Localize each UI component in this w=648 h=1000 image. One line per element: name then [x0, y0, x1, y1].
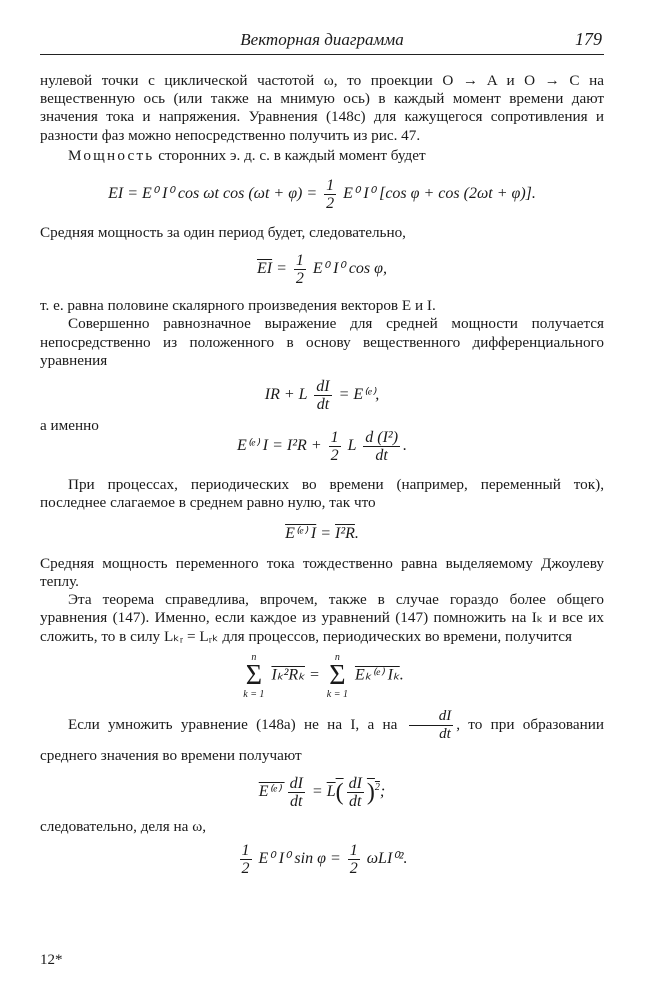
eq1-half-num: 1 — [326, 177, 335, 195]
eq6-sum-left-bottom: k = 1 — [243, 688, 265, 700]
power-lead-word: Мощность — [68, 146, 155, 164]
equation-differential — [40, 378, 604, 413]
multiply-fraction — [409, 708, 454, 743]
eq4-half-fraction — [329, 429, 341, 464]
paragraph-1: нулевой точки с циклической частотой ω, то проекции O → A и O → C на вещественную ось (или также на мнимую ось) в каждый момент времени дают значения тока и напряжения. Уравнения (148c) для кажущегося сопротивления и разности фаз можно непосредственно получить из рис. 47. — [40, 72, 604, 144]
eq3-left: IR + L — [264, 386, 308, 404]
eq3-right: = E⁽ᵉ⁾, — [338, 386, 380, 404]
paragraph-namely: а именно — [40, 417, 99, 435]
eq8-half-fraction-right — [348, 842, 360, 877]
eq1-half-fraction — [324, 177, 336, 212]
eq4-left: E⁽ᵉ⁾ I = I²R + — [236, 437, 322, 455]
eq6-right: Eₖ⁽ᵉ⁾ Iₖ — [354, 666, 400, 684]
eq7-right-group: L( $\frac{dI}{dt}$ )$^2$ — [326, 774, 380, 810]
paragraph-periodic: При процессах, периодических во времени (например, переменный ток), последнее слагаемое в среднем равно нулю, так что — [40, 476, 604, 512]
paragraph-multiply — [40, 708, 604, 769]
eq4-mid: L — [347, 437, 357, 455]
paragraph-average-power: Средняя мощность за один период будет, следовательно, — [40, 224, 406, 242]
eq7-left-fraction — [288, 775, 305, 810]
multiply-text-b: , то при образовании среднего значения во времени получают — [40, 715, 605, 764]
eq7-left-num: dI — [289, 774, 303, 792]
page-header — [40, 28, 604, 55]
eq8-half-fraction-left — [240, 842, 252, 877]
eq7-right-fraction — [347, 775, 364, 810]
eq7-left-den: dt — [290, 792, 303, 810]
power-sentence: сторонних э. д. с. в каждый момент будет — [154, 146, 426, 164]
eq4-den: dt — [375, 447, 388, 465]
eq2-half-num: 1 — [295, 252, 304, 270]
eq7-left-group — [259, 775, 308, 810]
multiply-num: dI — [409, 708, 454, 726]
eq6-left: Iₖ²Rₖ — [271, 666, 305, 684]
eq8-half-left-num: 1 — [241, 842, 250, 860]
eq2-half-fraction — [294, 252, 306, 287]
multiply-den: dt — [439, 725, 451, 742]
paragraph-equivalent: Совершенно равнозначное выражение для средней мощности получается непосредственно из положенного в основу вещественного дифференциального уравнения — [40, 315, 604, 369]
eq6-sum-right-top: n — [334, 651, 340, 663]
equation-sum: n Σ k = 1 Iₖ²Rₖ = n Σ k = 1 Eₖ⁽ᵉ⁾ Iₖ. — [243, 651, 404, 700]
signature-mark: 12* — [40, 952, 63, 968]
eq6-sum-right-bottom: k = 1 — [326, 688, 348, 700]
paragraph-theorem: Эта теорема справедлива, впрочем, также в случае гораздо более общего уравнения (147). Именно, если каждое из уравнений (147) помножить на Iₖ и все их сложить, то в силу Lₖᵣ = Lᵣₖ для процессов, периодических во времени, получится — [40, 591, 604, 645]
running-title: Векторная диаграмма — [240, 30, 404, 49]
eq3-num: dI — [316, 378, 330, 396]
eq7-right-num: dI — [348, 774, 362, 792]
eq8-left: E⁰ I⁰ sin φ = — [258, 850, 341, 868]
eq5-right: I²R — [335, 524, 355, 542]
eq8-half-right-den: 2 — [349, 860, 358, 878]
paragraph-scalar-product: т. е. равна половине скалярного произведения векторов E и I. — [40, 297, 436, 315]
page-body — [40, 72, 604, 877]
eq6-sum-left: n Σ k = 1 — [243, 651, 265, 700]
eq7-left: E⁽ᵉ⁾ — [258, 783, 281, 801]
page-number: 179 — [575, 29, 602, 49]
eq8-half-right-num: 1 — [349, 842, 358, 860]
multiply-text-a: Если умножить уравнение (148a) не на I, а на — [68, 715, 398, 733]
equation-joule: E⁽ᵉ⁾ I = I²R. — [285, 524, 359, 542]
eq1-right: E⁰ I⁰ [cos φ + cos (2ωt + φ)]. — [343, 185, 536, 203]
eq6-sum-left-top: n — [251, 651, 257, 663]
eq3-fraction — [314, 378, 331, 413]
eq1-half-den: 2 — [326, 195, 335, 213]
eq8-right: ωLI⁰². — [366, 850, 408, 868]
eq5-left: E⁽ᵉ⁾ I — [285, 524, 317, 542]
equation-namely: E⁽ᵉ⁾ I = I²R + $\frac{1}{2}$ L $\frac{\text{d (I²)}}{dt}$ . — [236, 429, 408, 465]
eq8-half-left-den: 2 — [241, 860, 250, 878]
eq4-num: d (I²) — [365, 429, 399, 447]
eq2-half-den: 2 — [295, 270, 304, 288]
eq4-fraction — [363, 429, 400, 464]
paragraph-power — [40, 147, 604, 165]
eq1-left: EI = E⁰ I⁰ cos ωt cos (ωt + φ) = — [108, 185, 318, 203]
eq7-right-den: dt — [349, 792, 362, 810]
equation-inductive: E⁽ᵉ⁾ $\frac{dI}{dt}$ = L( $\frac{dI}{dt}$ )$^2$; — [258, 774, 386, 810]
paragraph-joule-heat: Средняя мощность переменного тока тождественно равна выделяемому Джоулеву теплу. — [40, 554, 604, 591]
equation-reactive — [40, 842, 604, 877]
equation-average-power: $\overline{EI}$ = $\frac{1}{2}$ E⁰ I⁰ cos φ, — [256, 252, 387, 288]
eq2-right: E⁰ I⁰ cos φ, — [312, 260, 387, 278]
equation-instant-power — [40, 177, 604, 212]
eq4-half-den: 2 — [330, 447, 339, 465]
eq6-sum-right: n Σ k = 1 — [326, 651, 348, 700]
eq4-half-num: 1 — [330, 429, 339, 447]
eq2-left: $\overline{EI}$ — [256, 260, 273, 278]
paragraph-dividing: следовательно, деля на ω, — [40, 817, 206, 835]
eq3-den: dt — [316, 396, 330, 414]
